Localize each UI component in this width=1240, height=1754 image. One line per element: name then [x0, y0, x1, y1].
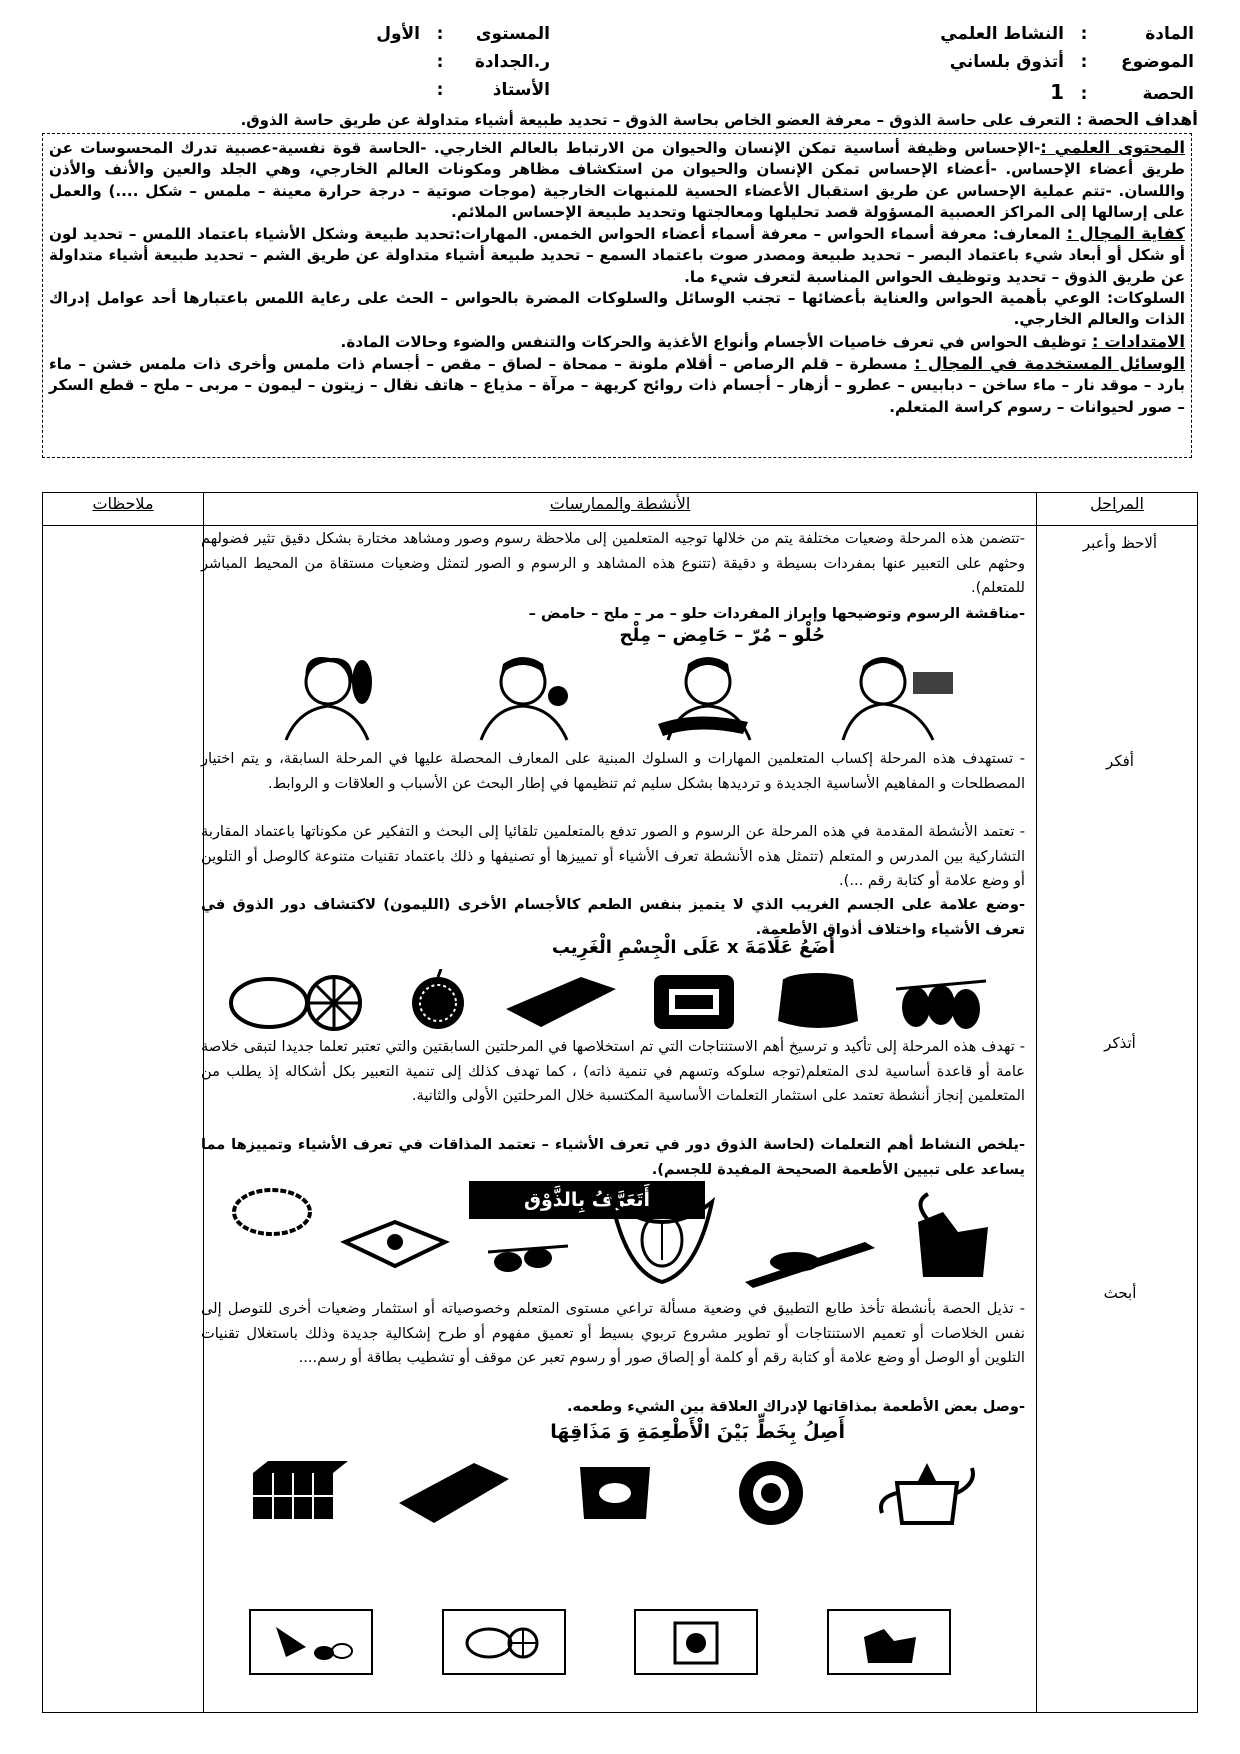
taste-foods-pictures: [215, 1177, 1015, 1297]
behaviors: السلوكات: الوعي بأهمية الحواس والعناية بأعضائها – تجنب الوسائل والسلوكات المضرة بالحواس – الحث على رعاية اللمس باعتبارها أحد عوامل إدراك الذات والعالم الخارجي.: [49, 289, 1185, 329]
materials-text: مسطرة – قلم الرصاص – أقلام ملونة – ممحاة – لصاق – مقص – أجسام ذات ملمس وأخرى ذات ملمس خشن – ماء بارد – موقد نار – ماء ساخن – دبابيس – عطرو – أزهار – أجسام ذات روائح كريهة – مرآة – مذياع – هاتف نقال – زيتون – ليمون – مربى – ملح – قطع السكر – صور لحيوانات – رسوم كراسة المتعلم.: [49, 354, 1185, 416]
think-text-2: - تعتمد الأنشطة المقدمة في هذه المرحلة عن الرسوم و الصور تدفع بالمتعلمين تلقائيا إلى البحث و التفكير عن مكوناتها باعتماد المقاربة التشاركية بين المدرس و المتعلم (تتمثل هذه الأنشطة تعرف الأشياء أو تمييزها أو تصنيفها و ذلك باعتماد تقنيات متنوعة كالوصل أو التلوين أو وضع علامة أو كتابة رقم ...).: [201, 823, 1025, 889]
observe-text: -تتضمن هذه المرحلة وضعيات مختلفة يتم من خلالها توجيه المتعلمين إلى ملاحظة رسوم وصور ومشاهد مختارة بشكل دقيق تثير فضولهم وحثهم على التعبير عنها بمفردات بسيطة و دقيقة (تتنوع هذه المشاهد و الرسوم و الصور لتمثل وضعيات مستقاة من المحيط المباشر للمتعلم).: [201, 530, 1025, 596]
jam-jar-icon: [560, 1453, 670, 1529]
colon: :: [1076, 111, 1083, 129]
fruit-icon: [393, 969, 483, 1033]
scientific-label: المحتوى العلمي :: [1040, 138, 1185, 157]
child-tasting-icon: [823, 652, 973, 742]
teacher-label: الأستاذ: [492, 80, 550, 100]
tasting-children-pictures: [235, 651, 995, 743]
lesson-goals: [60, 110, 1198, 130]
header-level: [376, 24, 550, 44]
subject-value: النشاط العلمي: [940, 24, 1064, 44]
materials-label: الوسائل المستخدمة في المجال :: [914, 353, 1186, 373]
competency-text: المعارف: معرفة أسماء الحواس – معرفة أسماء أعضاء الحواس الخمس. المهارات:تحديد طبيعة وشكل الأشياء باعتماد اللمس – تحديد لون أو شكل أو أبعاد شيء باعتماد البصر – تحديد طبيعة ومصدر صوت باعتماد السمع – تحديد طبيعة أشياء متداولة عن طريق الشم – تحديد طبيعة أشياء متداولة عن طريق الذوق – تحديد وتوظيف الحواس المناسبة لتعرف شيء ما.: [49, 225, 1185, 286]
olives-icon: [886, 969, 996, 1033]
think-title: أَضَعُ عَلَامَةَ x عَلَى الْجِسْمِ الْغَرِيب: [551, 937, 835, 958]
colon: :: [436, 52, 444, 72]
jug-icon: [844, 1617, 934, 1667]
jam-jar-icon: [768, 969, 868, 1033]
tongue-mouth-icon: [602, 1182, 722, 1292]
header-school: [420, 52, 550, 72]
lemon-icon: [459, 1617, 549, 1667]
food-pictures: [215, 965, 1005, 1037]
colon: :: [1080, 24, 1088, 44]
session-label: الحصة: [1142, 84, 1194, 104]
activities-header: الأنشطة والممارسات: [204, 493, 1037, 526]
matching-foods-row: [215, 1452, 1005, 1530]
competency-label: كفاية المجال :: [1066, 224, 1185, 244]
salt-dish-icon: [651, 1617, 741, 1667]
goals-value: التعرف على حاسة الذوق – معرفة العضو الخاص بحاسة الذوق – تحديد طبيعة أشياء متداولة عن طريق حاسة الذوق.: [240, 111, 1072, 129]
level-value: الأول: [376, 24, 420, 44]
header-topic: [950, 52, 1194, 72]
lesson-table: [42, 492, 1198, 1713]
answer-box: [634, 1609, 758, 1675]
notes-header: ملاحظات: [43, 493, 204, 526]
search-text: - تذيل الحصة بأنشطة تأخذ طابع التطبيق في وضعية مسألة تراعي مستوى المتعلم وخصوصياته أو استثمار وضعيات أخرى للتوصل إلى نفس الخلاصات أو تعميم الاستنتاجات أو تطوير مشروع تربوي بسيط أو تعميق مفهوم أو طرح إشكالية جديدة وذلك باستغلال تقنيات التلوين أو الوصل أو وضع علامة أو كتابة رقم أو كلمة أو إلصاق صور أو رسوم تعبر عن موقف أو تشطيب بطاقة أو رسم....: [201, 1300, 1025, 1366]
olives-icon: [266, 1617, 356, 1667]
lemon-icon: [224, 969, 374, 1033]
activities-content: [201, 527, 1035, 1711]
matching-boxes-row: [215, 1597, 985, 1687]
stages-header: المراحل: [1037, 493, 1198, 526]
goals-label: أهداف الحصة: [1087, 110, 1198, 130]
answer-box: [827, 1609, 951, 1675]
observe-vocab: -مناقشة الرسوم وتوضيحها وإبراز المفردات حلو – مر – ملح – حامض –: [528, 605, 1025, 622]
remember-text: - تهدف هذه المرحلة إلى تأكيد و ترسيخ أهم الاستنتاجات التي تم استخلاصها في المرحلتين السابقتين والتي تعتبر تعلما جديدا لتبقى خلاصة عامة أو قاعدة أساسية لدى المتعلم(توجه سلوكه وتسهم في تنمية ذاته) ، كما تهدف كذلك إلى تنمية التعبير بكل أشكاله إذ يطلب من المتعلمين إنجاز أنشطة تعتمد على استثمار التعلمات الأساسية المكتسبة خلال المرحلتين الأولى والثانية.: [201, 1038, 1025, 1104]
salt-dish-icon: [335, 1182, 455, 1292]
child-tasting-icon: [453, 652, 593, 742]
scientific-text: -الإحساس وظيفة أساسية تمكن الإنسان والحيوان من الارتباط بالعالم الخارجي. -الحاسة قوة نفسية-عصبية تدرك المحسوسات عن طريق أعضاء الإحساس. -أعضاء الإحساس تمكن الإنسان والحيوان من استكشاف مظاهر ومكونات العالم الخارجي، وهي الجلد والعين والأنف والأذن واللسان. -تتم عملية الإحساس عن طريق استقبال الأعضاء الحسية للمنبهات الخارجية (موجات صوتية – درجة حرارة معينة – ملمس – شكل ....) والعمل على إرسالها إلى المراكز العصبية المسؤولة قصد تحليلها ومعالجتها وتحديد طبيعة الإحساس الملائم.: [49, 139, 1185, 221]
chocolate-bar-icon: [394, 1453, 514, 1529]
jam-jar-icon: [639, 969, 749, 1033]
header-teacher: [420, 80, 550, 100]
stage-think: أفكر: [1106, 752, 1134, 770]
scientific-content: [49, 137, 1185, 223]
materials: [49, 353, 1185, 418]
notes-cell: [43, 526, 204, 1713]
colon: :: [436, 24, 444, 44]
colon: :: [1080, 52, 1088, 72]
lesson-content-box: [42, 133, 1192, 458]
subject-label: المادة: [1145, 24, 1194, 44]
header-session: [1050, 80, 1194, 104]
extensions-text: توظيف الحواس في تعرف خاصيات الأجسام وأنواع الأغذية والحركات والتنفس والضوء وحالات المادة.: [340, 332, 1087, 351]
remember-summary: -يلخص النشاط أهم التعلمات (لحاسة الذوق دور في تعرف الأشياء – تعتمد المذاقات في تعرف الأشياء وتمييزها مما يساعد على تبيين الأطعمة الصحيحة المفيدة للجسم).: [201, 1136, 1025, 1178]
chocolate-bar-icon: [501, 969, 621, 1033]
olives-icon: [468, 1182, 588, 1292]
colon: :: [436, 80, 444, 100]
domain-competency: [49, 223, 1185, 288]
observe-title: حُلْو – مُرّ – حَامِض – مِلْح: [619, 625, 825, 646]
stage-remember: أتذكر: [1104, 1034, 1136, 1052]
sugar-cubes-icon: [238, 1453, 348, 1529]
stage-search: أبحث: [1103, 1284, 1137, 1302]
chocolate-bar-icon: [735, 1182, 885, 1292]
header-subject: [940, 24, 1194, 44]
answer-box: [249, 1609, 373, 1675]
school-label: ر.الجدادة: [474, 52, 550, 72]
jam-jar-icon: [716, 1453, 826, 1529]
topic-label: الموضوع: [1121, 52, 1194, 72]
colon: :: [1080, 84, 1088, 104]
remember-banner: أَتَعَرَّفُ بِالذَّوْق: [523, 1189, 651, 1211]
stage-observe: ألاحظ وأعبر: [1082, 534, 1158, 552]
session-value: 1: [1050, 80, 1064, 104]
extensions-label: الامتدادات :: [1091, 331, 1185, 351]
jug-icon: [898, 1182, 1008, 1292]
table-row: [43, 526, 1198, 1713]
answer-box: [442, 1609, 566, 1675]
extensions: [49, 331, 1185, 353]
search-title: أَصِلُ بِخَطٍّ بَيْنَ الْأَطْعِمَةِ وَ مَذَاقِهَا: [550, 1421, 845, 1443]
activities-cell: [201, 526, 1037, 1713]
search-activity: -وصل بعض الأطعمة بمذاقاتها لإدراك العلاقة بين الشيء وطعمه.: [566, 1398, 1025, 1415]
topic-value: أتذوق بلساني: [949, 52, 1064, 72]
think-text-1: - تستهدف هذه المرحلة إكساب المتعلمين المهارات و السلوك المبنية على المعارف المحصلة عليها في المرحلة السابقة، و يتم اختيار المصطلحات و المفاهيم الأساسية الجديدة و ترديدها بشكل سليم ثم تنظيمها في إطار البحث عن الأسباب و العلاقات و الروابط.: [201, 750, 1025, 792]
teapot-icon: [872, 1453, 982, 1529]
child-tasting-icon: [258, 652, 408, 742]
table-header-row: [43, 493, 1198, 526]
level-label: المستوى: [475, 24, 550, 44]
lemon-icon: [222, 1182, 322, 1292]
stages-cell: [1037, 526, 1198, 1713]
think-activity: -وضع علامة على الجسم الغريب الذي لا يتميز بنفس الطعم كالأجسام الأخرى (الليمون) لاكتشاف دور الذوق في تعرف الأشياء واختلاف أذواق الأطعمة.: [201, 896, 1025, 938]
child-tasting-icon: [638, 652, 778, 742]
